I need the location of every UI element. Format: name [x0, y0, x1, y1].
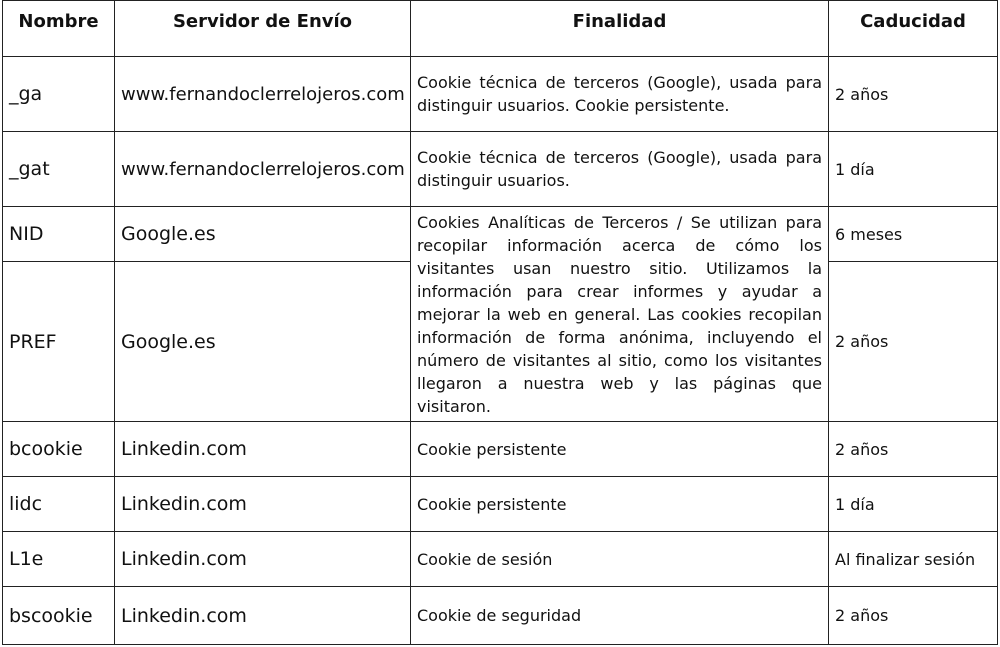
cookie-name: _gat: [3, 132, 115, 207]
cookie-expiry: 2 años: [829, 57, 998, 132]
cookie-expiry: 1 día: [829, 477, 998, 532]
cookie-server: www.fernandoclerrelojeros.com: [115, 57, 411, 132]
cookie-name: PREF: [3, 262, 115, 422]
cookie-server: Google.es: [115, 207, 411, 262]
cookie-server: Google.es: [115, 262, 411, 422]
cookie-server: Linkedin.com: [115, 477, 411, 532]
cookie-table: [2, 0, 998, 645]
cookie-name: _ga: [3, 57, 115, 132]
cookie-name: bcookie: [3, 422, 115, 477]
table-row: [3, 587, 998, 645]
table-header-row: [3, 1, 998, 57]
cookie-expiry: 6 meses: [829, 207, 998, 262]
cookie-purpose: Cookie de sesión: [411, 532, 829, 587]
header-purpose: Finalidad: [411, 1, 829, 57]
cookie-purpose: Cookie técnica de terceros (Google), usada para distinguir usuarios. Cookie persistente.: [411, 57, 829, 132]
cookie-expiry: Al finalizar sesión: [829, 532, 998, 587]
header-server: Servidor de Envío: [115, 1, 411, 57]
cookie-expiry: 1 día: [829, 132, 998, 207]
cookie-purpose: Cookie persistente: [411, 477, 829, 532]
table-row: [3, 477, 998, 532]
cookie-expiry: 2 años: [829, 587, 998, 645]
cookie-expiry: 2 años: [829, 422, 998, 477]
header-name: Nombre: [3, 1, 115, 57]
cookie-name: bscookie: [3, 587, 115, 645]
cookie-purpose: Cookie persistente: [411, 422, 829, 477]
cookie-name: L1e: [3, 532, 115, 587]
header-expiry: Caducidad: [829, 1, 998, 57]
cookie-server: www.fernandoclerrelojeros.com: [115, 132, 411, 207]
table-row: [3, 532, 998, 587]
cookie-purpose: Cookies Analíticas de Terceros / Se utilizan para recopilar información acerca de cómo los visitantes usan nuestro sitio. Utilizamos la información para crear informes y ayudar a mejorar la web en general. Las cookies recopilan información de forma anónima, incluyendo el número de visitantes al sitio, como los visitantes llegaron a nuestra web y las páginas que visitaron.: [411, 207, 829, 422]
cookie-name: NID: [3, 207, 115, 262]
cookie-server: Linkedin.com: [115, 532, 411, 587]
cookie-name: lidc: [3, 477, 115, 532]
table-row: [3, 57, 998, 132]
cookie-purpose: Cookie técnica de terceros (Google), usada para distinguir usuarios.: [411, 132, 829, 207]
cookie-purpose: Cookie de seguridad: [411, 587, 829, 645]
cookie-expiry: 2 años: [829, 262, 998, 422]
table-row: [3, 132, 998, 207]
cookie-server: Linkedin.com: [115, 587, 411, 645]
table-row: [3, 422, 998, 477]
cookie-server: Linkedin.com: [115, 422, 411, 477]
table-row: [3, 207, 998, 262]
